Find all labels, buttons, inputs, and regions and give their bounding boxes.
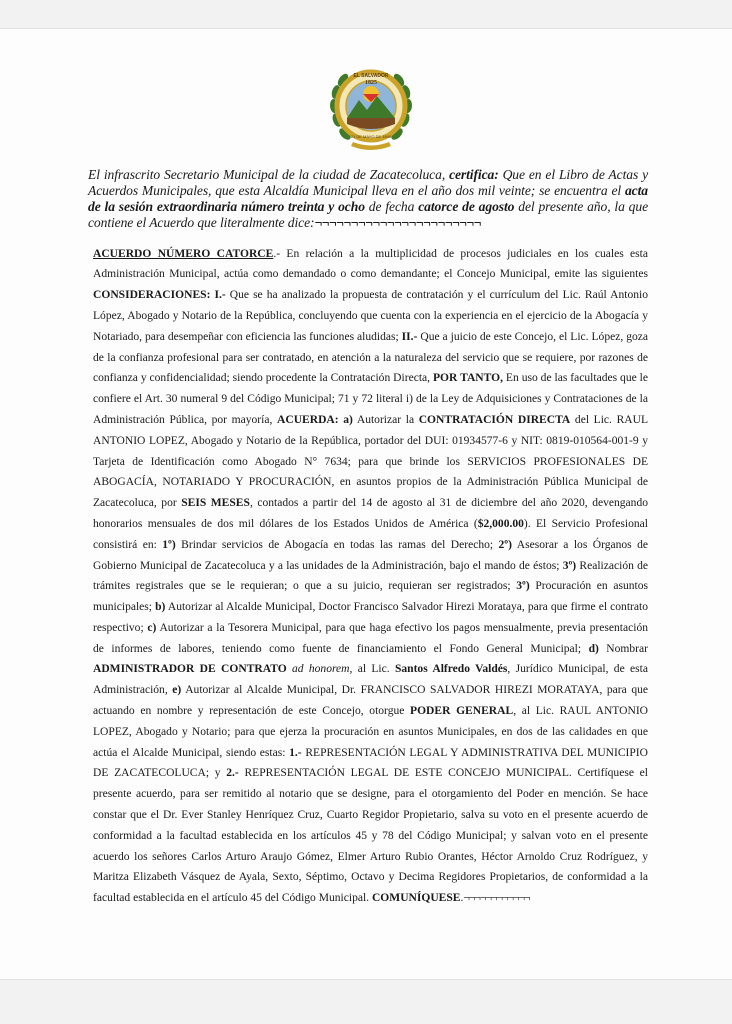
- intro-bold-certifica: certifica:: [449, 166, 499, 182]
- body-text: , al Lic. RAUL ANTONIO LOPEZ, Abogado y Notario; para que ejerza la procuración en asuntos Municipales, en dos de las calidades en que actúa el Alcalde Municipal, siendo estas:: [93, 705, 649, 759]
- body-bold: Santos Alfredo Valdés: [394, 663, 508, 676]
- body-bold: $2,000.00: [477, 517, 524, 530]
- body-text: Procuración en asuntos municipales;: [93, 580, 648, 614]
- body-bold: ACUERDA: a): [277, 413, 353, 426]
- body-bold: d): [588, 642, 599, 655]
- document-page: [0, 28, 732, 980]
- municipal-seal-icon: [325, 50, 417, 158]
- body-bold: PODER GENERAL: [410, 705, 514, 718]
- agreement-heading: ACUERDO NÚMERO CATORCE: [93, 247, 274, 260]
- body-text: REPRESENTACIÓN LEGAL DE ESTE CONCEJO MUNICIPAL. Certifíquese el presente acuerdo, para ser remitido al notario que se designe, para el otorgamiento del Poder en mención. Se hace constar que el Dr. Ever Stanley Henríquez Cruz, Cuarto Regidor Propietario, salva su voto en el presente acuerdo de conformidad a la facultad establecida en los artículos 45 y 78 del Código Municipal; y salvan voto en el presente acuerdo los señores Carlos Arturo Araujo Gómez, Elmer Arturo Rubio Orantes, Héctor Arnoldo Cruz Rodríguez, y Maritza Elizabeth Vásquez de Ayala, Sexto, Séptimo, Octavo y Decima Regidores Propietarios, de conformidad a la facultad establecida en el artículo 45 del Código Municipal.: [93, 767, 648, 905]
- body-bold: CONSIDERACIONES: I.-: [93, 289, 226, 302]
- body-text: del Lic. RAUL ANTONIO LOPEZ, Abogado y Notario de la República, portador del DUI: 01934577-6 y NIT: 0819-010564-001-9 y Tarjeta de Identificación como Abogado N° 7634; para que brinde los SERVICIOS PROFESIONALES DE ABOGACÍA, NOTARIADO Y PROCURACIÓN, en asuntos propios de la Administración Pública Municipal de Zacatecoluca, por: [93, 413, 648, 510]
- body-bold: SEIS MESES: [181, 497, 250, 510]
- body-bold: 3º): [516, 580, 530, 593]
- intro-text-4: del presente año, la que contiene el Acuerdo que literalmente dice:: [88, 198, 648, 230]
- body-text: REPRESENTACIÓN LEGAL Y ADMINISTRATIVA DEL MUNICIPIO DE ZACATECOLUCA; y: [93, 746, 648, 780]
- body-text: , Jurídico Municipal, de esta Administración,: [93, 663, 648, 697]
- body-filler-dashes: ¬¬¬¬¬¬¬¬¬¬¬¬: [463, 892, 530, 905]
- body-italic: ad honorem,: [286, 663, 353, 676]
- body-bold: CONTRATACIÓN DIRECTA: [418, 413, 571, 426]
- body-text: Asesorar a los Órganos de Gobierno Municipal de Zacatecoluca y a las unidades de la Administración, bajo el mando de éstos;: [93, 538, 649, 572]
- intro-bold-acta: acta de la sesión extraordinaria número treinta y ocho: [88, 182, 648, 214]
- body-bold: 1.-: [289, 746, 302, 759]
- body-bold: e): [172, 684, 182, 697]
- intro-bold-fecha: catorce de agosto: [418, 198, 515, 214]
- seal-year: 1825: [365, 80, 377, 86]
- body-text: al Lic.: [352, 663, 395, 676]
- agreement-body: [93, 244, 648, 910]
- body-text: Nombrar: [598, 642, 648, 655]
- body-bold: 2º): [498, 538, 512, 551]
- body-text: .- En relación a la multiplicidad de procesos judiciales en los cuales esta Administración Municipal, actúa como demandado o como demandante; el Concejo Municipal, emite las siguientes: [93, 247, 648, 281]
- body-text: Autorizar al Alcalde Municipal, Doctor Francisco Salvador Hirezi Morataya, para que firme el contrato respectivo;: [93, 601, 648, 634]
- seal-bottom-text: 21 DE MAYO DE 1846: [350, 134, 392, 139]
- body-text: Realización de trámites registrales que se le requieran; o que a su juicio, requieran ser registrados;: [93, 559, 649, 593]
- body-bold: 2.-: [226, 767, 239, 780]
- body-text: Autorizar al Alcalde Municipal, Dr. FRANCISCO SALVADOR HIREZI MORATAYA, para que actuando en nombre y representación de este Concejo, otorgue: [93, 684, 649, 718]
- body-bold: COMUNÍQUESE: [371, 892, 461, 905]
- body-text: .: [460, 892, 464, 905]
- intro-filler-dashes: ¬¬¬¬¬¬¬¬¬¬¬¬¬¬¬¬¬¬¬¬¬¬¬: [314, 214, 481, 230]
- body-text: Brindar servicios de Abogacía en todas las ramas del Derecho;: [175, 538, 499, 551]
- body-text: Que se ha analizado la propuesta de contratación y el currículum del Lic. Raúl Antonio López, Abogado y Notario de la República, concluyendo que cuenta con la experiencia en el ejercicio de la Abogacía y Notariado, para desempeñar con eficiencia las funciones aludidas;: [93, 289, 648, 343]
- certification-intro: [88, 167, 648, 231]
- body-bold: ADMINISTRADOR DE CONTRATO: [93, 663, 287, 676]
- body-bold: b): [155, 601, 166, 614]
- intro-text-1: El infrascrito Secretario Municipal de la ciudad de Zacatecoluca,: [88, 166, 450, 182]
- body-bold: II.-: [401, 330, 418, 343]
- body-text: , contados a partir del 14 de agosto al 31 de diciembre del año 2020, devengando honorarios mensuales de dos mil dólares de los Estados Unidos de América (: [93, 497, 648, 530]
- body-bold: 1º): [162, 538, 176, 551]
- seal-top-text: EL SALVADOR: [353, 73, 389, 79]
- body-text: Autorizar a la Tesorera Municipal, para que haga efectivo los pagos mensualmente, previa presentación de informes de labores, teniendo como fuente de financiamiento el Fondo General Municipal;: [93, 621, 648, 655]
- body-text: ). El Servicio Profesional consistirá en:: [93, 517, 648, 551]
- intro-text-3: de fecha: [364, 198, 419, 214]
- body-text: Que a juicio de este Concejo, el Lic. López, goza de la confianza profesional para ser contratado, en atención a la naturaleza del servicio que se requiere, por razones de confianza y confidencialidad; siendo procedente la Contratación Directa,: [93, 330, 648, 385]
- body-bold: POR TANTO,: [432, 372, 503, 385]
- body-bold: 3º): [562, 559, 577, 572]
- body-text: En uso de las facultades que le confiere el Art. 30 numeral 9 del Código Municipal; 71 y 72 literal i) de la Ley de Adquisiciones y Contrataciones de la Administración Pública, por mayoría,: [93, 372, 648, 426]
- intro-text-2: Que en el Libro de Actas y Acuerdos Municipales, que esta Alcaldía Municipal lleva en el año dos mil veinte; se encuentra el: [88, 166, 649, 198]
- body-bold: c): [147, 621, 157, 634]
- body-text: Autorizar la: [352, 413, 419, 426]
